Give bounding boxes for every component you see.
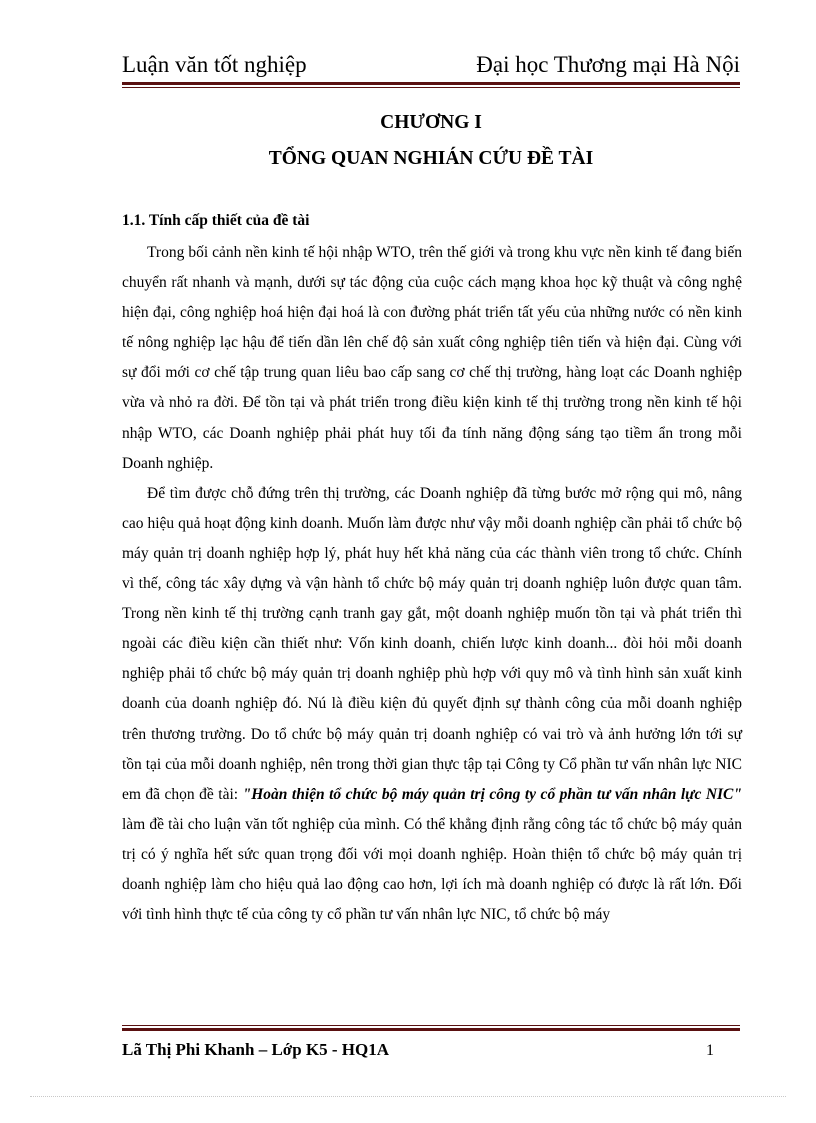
footer-author: Lã Thị Phi Khanh – Lớp K5 - HQ1A [122, 1040, 390, 1059]
paragraph-2 [122, 479, 742, 930]
footer-rule [122, 1025, 740, 1031]
paragraph-1: Trong bối cảnh nền kinh tế hội nhập WTO, trên thế giới và trong khu vực nền kinh tế đang biến chuyển rất nhanh và mạnh, dưới sự tác động của cuộc cách mạng khoa học kỹ thuật và công nghệ hiện đại, công nghiệp hoá hiện đại hoá là con đường phát triển tất yếu của những nước có nền kinh tế nông nghiệp lạc hậu để tiến dần lên chế độ sản xuất công nghiệp tiên tiến và hiện đại. Cùng với sự đổi mới cơ chế tập trung quan liêu bao cấp sang cơ chế thị trường, hàng loạt các Doanh nghiệp vừa và nhỏ ra đời. Để tồn tại và phát triển trong điều kiện kinh tế thị trường trong nền kinh tế hội nhập WTO, các Doanh nghiệp phải phát huy tối đa tính năng động sáng tạo tiềm ẩn trong mỗi Doanh nghiệp. [122, 244, 742, 472]
section-heading: 1.1. Tính cấp thiết của đề tài [122, 212, 310, 229]
page-bottom-dotted-line [30, 1096, 786, 1097]
paragraph-2-text: Để tìm được chỗ đứng trên thị trường, các Doanh nghiệp đã từng bước mở rộng qui mô, nâng cao hiệu quả hoạt động kinh doanh. Muốn làm được như vậy mỗi doanh nghiệp cần phải tổ chức bộ máy quản trị doanh nghiệp hợp lý, phát huy hết khả năng của các thành viên trong tổ chức. Chính vì thế, công tác xây dựng và vận hành tổ chức bộ máy quản trị doanh nghiệp luôn được quan tâm. Trong nền kinh tế thị trường cạnh tranh gay gắt, một doanh nghiệp muốn tồn tại và phát triển thì ngoài các điều kiện cần thiết như: Vốn kinh doanh, chiến lược kinh doanh... đòi hỏi mỗi doanh nghiệp phải tổ chức bộ máy quản trị doanh nghiệp phù hợp với quy mô và tình hình sản xuất kinh doanh của doanh nghiệp đó. Nú là điều kiện đủ quyết định sự thành công của mỗi doanh nghiệp trên thương trường. Do tổ chức bộ máy quản trị doanh nghiệp có vai trò và ảnh hưởng lớn tới sự tồn tại của mỗi doanh nghiệp, nên trong thời gian thực tập tại Công ty Cổ phần tư vấn nhân lực NIC em đã chọn đề tài: [122, 484, 742, 803]
chapter-number: CHƯƠNG I [380, 112, 482, 133]
thesis-topic-title: "Hoàn thiện tổ chức bộ máy quản trị công ty cổ phần tư vấn nhân lực NIC" [242, 785, 742, 803]
page-number: 1 [706, 1042, 714, 1059]
header-rule [122, 82, 740, 88]
paragraph-2-continuation: làm đề tài cho luận văn tốt nghiệp của mình. Có thể khẳng định rằng công tác tổ chức bộ máy quản trị có ý nghĩa hết sức quan trọng đối với mọi doanh nghiệp. Hoàn thiện tổ chức bộ máy quản trị doanh nghiệp làm cho hiệu quả lao động cao hơn, lợi ích mà doanh nghiệp có được là rất lớn. Đối với tình hình thực tế của công ty cổ phần tư vấn nhân lực NIC, tổ chức bộ máy [122, 815, 742, 924]
header-left-title: Luận văn tốt nghiệp [122, 52, 307, 77]
body-text [122, 238, 742, 930]
header-right-title: Đại học Thương mại Hà Nội [476, 52, 740, 77]
page-header [122, 48, 740, 78]
chapter-title: TỔNG QUAN NGHIÁN CỨU ĐỀ TÀI [268, 148, 594, 169]
